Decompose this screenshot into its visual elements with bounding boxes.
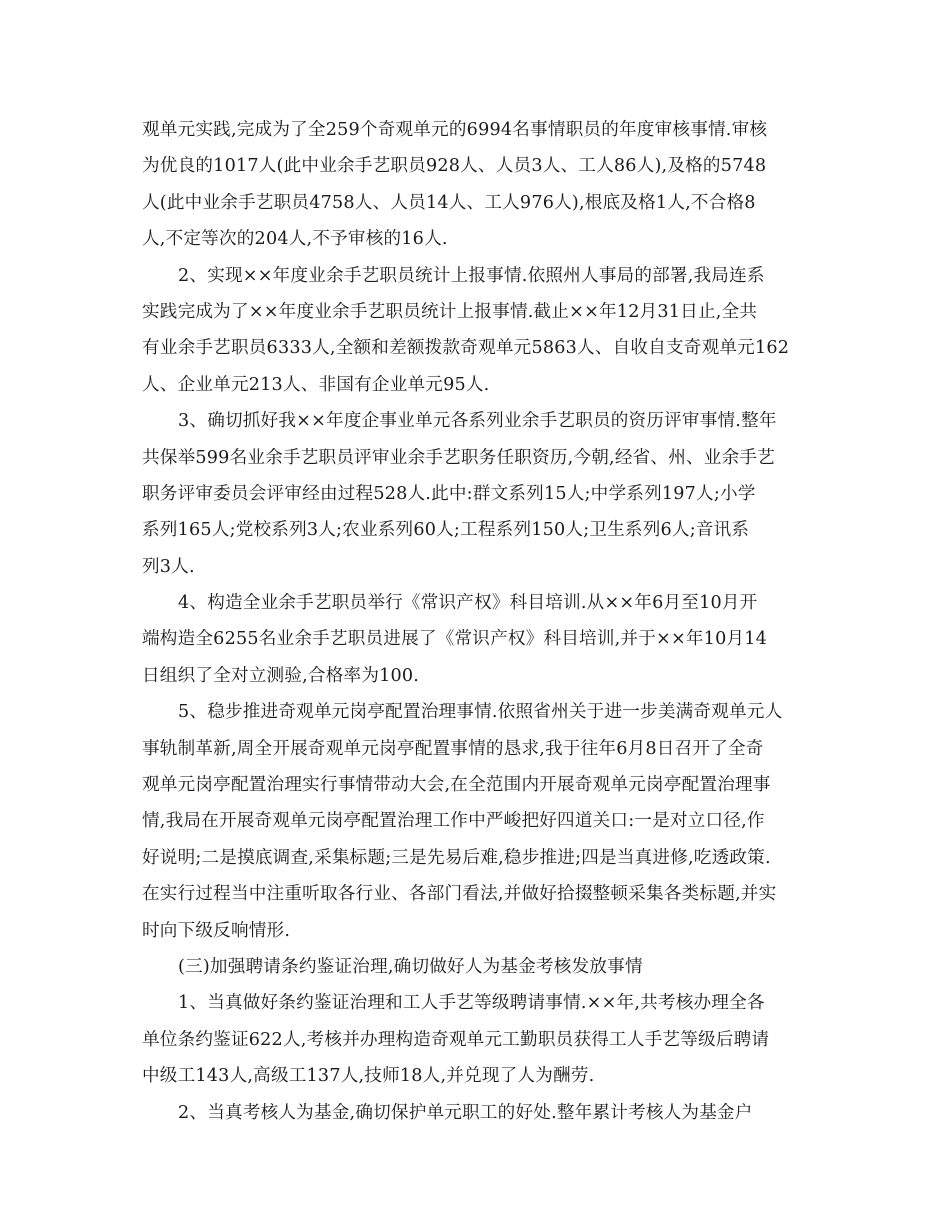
text-line: 人(此中业余手艺职员4758人、人员14人、工人976人),根底及格1人,不合格8 bbox=[142, 192, 756, 213]
text-line: 观单元岗亭配置治理实行事情带动大会,在全范围内开展奇观单元岗亭配置治理事 bbox=[142, 775, 771, 796]
text-line: 2、当真考核人为基金,确切保护单元职工的好处.整年累计考核人为基金户 bbox=[178, 1102, 753, 1123]
text-line: 人,不定等次的204人,不予审核的16人. bbox=[142, 229, 448, 250]
text-line: 在实行过程当中注重听取各行业、各部门看法,并做好拾掇整顿采集各类标题,并实 bbox=[142, 884, 777, 905]
text-line: 2、实现××年度业余手艺职员统计上报事情.依照州人事局的部署,我局连系 bbox=[178, 265, 765, 286]
text-line: 日组织了全对立测验,合格率为100. bbox=[142, 665, 420, 686]
text-line: 3、确切抓好我××年度企事业单元各系列业余手艺职员的资历评审事情.整年 bbox=[178, 411, 777, 432]
text-line: 人、企业单元213人、非国有企业单元95人. bbox=[142, 374, 490, 395]
text-line: 时向下级反响情形. bbox=[142, 920, 291, 941]
text-line: 情,我局在开展奇观单元岗亭配置治理工作中严峻把好四道关口:一是对立口径,作 bbox=[142, 811, 765, 832]
text-line: (三)加强聘请条约鉴证治理,确切做好人为基金考核发放事情 bbox=[178, 956, 643, 977]
text-line: 5、稳步推进奇观单元岗亭配置治理事情.依照省州关于进一步美满奇观单元人 bbox=[178, 702, 783, 723]
text-line: 观单元实践,完成为了全259个奇观单元的6994名事情职员的年度审核事情.审核 bbox=[142, 120, 768, 140]
text-line: 实践完成为了××年度业余手艺职员统计上报事情.截止××年12月31日止,全共 bbox=[142, 301, 758, 322]
document-body bbox=[142, 112, 810, 1131]
text-line: 职务评审委员会评审经由过程528人.此中:群文系列15人;中学系列197人;小学 bbox=[142, 483, 756, 504]
text-line: 好说明;二是摸底调查,采集标题;三是先易后难,稳步推进;四是当真进修,吃透政策. bbox=[142, 847, 771, 868]
text-line: 4、构造全业余手艺职员举行《常识产权》科目培训.从××年6月至10月开 bbox=[178, 593, 758, 614]
text-line: 事轨制革新,周全开展奇观单元岗亭配置事情的恳求,我于往年6月8日召开了全奇 bbox=[142, 738, 764, 759]
text-line: 共保举599名业余手艺职员评审业余手艺职务任职资历,今朝,经省、州、业余手艺 bbox=[142, 447, 775, 468]
text-line: 系列165人;党校系列3人;农业系列60人;工程系列150人;卫生系列6人;音讯系 bbox=[142, 520, 750, 541]
text-line: 中级工143人,高级工137人,技师18人,并兑现了人为酬劳. bbox=[142, 1066, 595, 1087]
text-line: 为优良的1017人(此中业余手艺职员928人、人员3人、工人86人),及格的5748 bbox=[142, 156, 767, 177]
text-line: 列3人. bbox=[142, 556, 195, 577]
text-line: 端构造全6255名业余手艺职员进展了《常识产权》科目培训,并于××年10月14 bbox=[142, 629, 768, 650]
text-line: 1、当真做好条约鉴证治理和工人手艺等级聘请事情.××年,共考核办理全各 bbox=[178, 993, 765, 1014]
text-line: 有业余手艺职员6333人,全额和差额拨款奇观单元5863人、自收自支奇观单元162 bbox=[142, 338, 790, 359]
text-line: 单位条约鉴证622人,考核并办理构造奇观单元工勤职员获得工人手艺等级后聘请 bbox=[142, 1029, 770, 1050]
